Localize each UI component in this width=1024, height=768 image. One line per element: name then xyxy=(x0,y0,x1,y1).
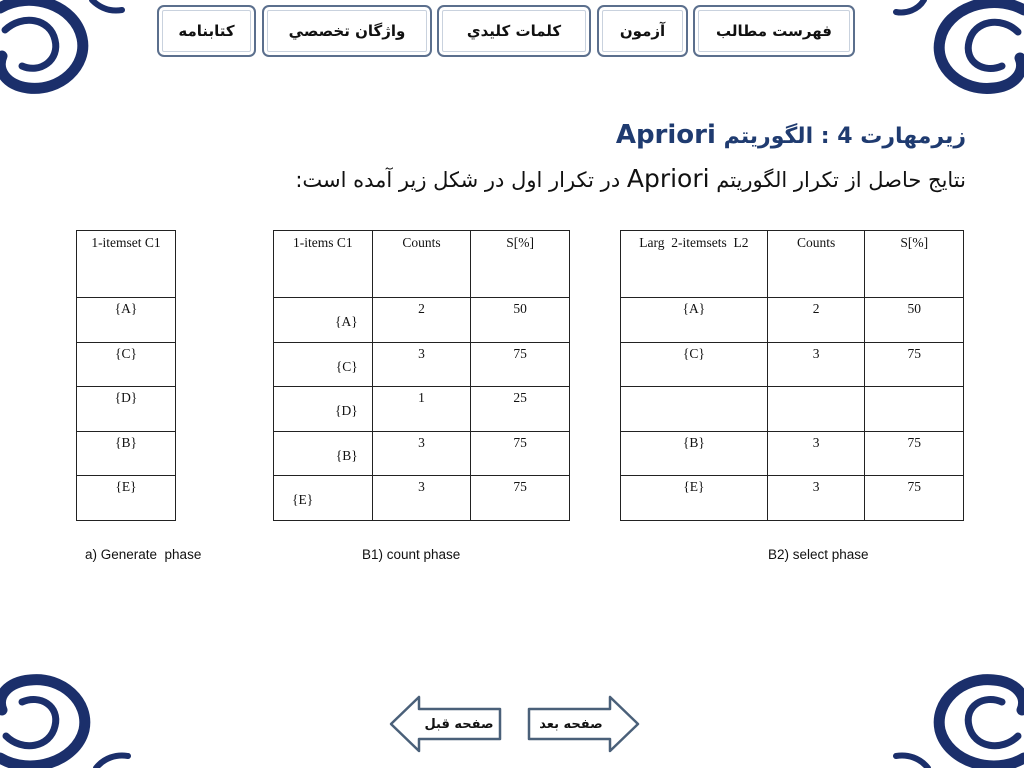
caption-generate-phase: a) Generate phase xyxy=(85,547,202,562)
nav-button-table-of-contents[interactable]: فهرست مطالب xyxy=(693,5,855,57)
table-row xyxy=(77,387,176,432)
item-cell: {D} xyxy=(77,387,176,432)
intro-part1: نتایج حاصل از تکرار الگوریتم xyxy=(709,168,966,192)
intro-part2: در تکرار اول در شکل زیر آمده است: xyxy=(295,168,627,192)
item-text: {C} xyxy=(335,358,358,374)
table-row xyxy=(77,476,176,521)
count-cell: 2 xyxy=(767,298,865,343)
item-cell xyxy=(274,387,373,432)
header-cell: 1-itemset C1 xyxy=(77,231,176,298)
table-row xyxy=(621,298,964,343)
item-cell xyxy=(274,298,373,343)
table-header-row xyxy=(77,231,176,298)
item-cell xyxy=(274,342,373,387)
count-cell: 2 xyxy=(372,298,471,343)
item-cell: {E} xyxy=(77,476,176,521)
page-title xyxy=(616,120,966,150)
count-cell xyxy=(767,387,865,432)
table-header-row xyxy=(621,231,964,298)
table-row xyxy=(621,342,964,387)
support-cell: 75 xyxy=(471,476,570,521)
support-cell: 75 xyxy=(865,476,964,521)
next-page-label: صفحه بعد xyxy=(539,716,603,732)
corner-ornament-bottom-right xyxy=(884,668,1024,768)
table-row xyxy=(621,431,964,476)
select-table xyxy=(620,230,964,521)
table-row xyxy=(274,298,570,343)
table-row xyxy=(77,431,176,476)
table-row xyxy=(274,476,570,521)
support-cell: 50 xyxy=(865,298,964,343)
count-cell: 3 xyxy=(372,342,471,387)
caption-select-phase: B2) select phase xyxy=(768,547,869,562)
support-cell: 25 xyxy=(471,387,570,432)
caption-count-phase: B1) count phase xyxy=(362,547,461,562)
previous-page-label: صفحه قبل xyxy=(424,716,494,732)
item-cell: {E} xyxy=(621,476,768,521)
generate-table xyxy=(76,230,176,521)
count-cell: 3 xyxy=(372,431,471,476)
support-cell xyxy=(865,387,964,432)
table-row xyxy=(274,342,570,387)
corner-ornament-top-right xyxy=(884,0,1024,100)
count-table xyxy=(273,230,570,521)
nav-button-bibliography[interactable]: کتابنامه xyxy=(157,5,256,57)
header-cell-itemsets: Larg 2-itemsets L2 xyxy=(621,231,768,298)
nav-button-glossary[interactable]: واژگان تخصصي xyxy=(262,5,432,57)
item-cell xyxy=(274,476,373,521)
item-cell xyxy=(621,387,768,432)
table-row xyxy=(77,342,176,387)
table-row xyxy=(274,387,570,432)
item-text: {D} xyxy=(334,403,358,418)
support-cell: 75 xyxy=(471,342,570,387)
previous-page-button[interactable] xyxy=(389,695,503,753)
corner-ornament-bottom-left xyxy=(0,668,140,768)
table-row xyxy=(621,476,964,521)
support-cell: 75 xyxy=(471,431,570,476)
item-cell: {A} xyxy=(621,298,768,343)
nav-button-quiz[interactable]: آزمون xyxy=(597,5,688,57)
table-row xyxy=(77,298,176,343)
header-cell-counts: Counts xyxy=(767,231,865,298)
title-prefix: زیرمهارت 4 : الگوریتم xyxy=(715,124,966,149)
item-cell xyxy=(274,431,373,476)
count-cell: 3 xyxy=(372,476,471,521)
intro-algo: Apriori xyxy=(626,164,710,193)
support-cell: 75 xyxy=(865,342,964,387)
intro-text xyxy=(295,164,966,193)
item-text: {A} xyxy=(334,314,358,329)
title-algo: Apriori xyxy=(615,120,716,150)
item-text: {B} xyxy=(335,447,358,463)
header-cell-support: S[%] xyxy=(471,231,570,298)
count-cell: 3 xyxy=(767,342,865,387)
corner-ornament-top-left xyxy=(0,0,130,100)
header-cell-counts: Counts xyxy=(372,231,471,298)
count-cell: 3 xyxy=(767,431,865,476)
table-row xyxy=(621,387,964,432)
support-cell: 50 xyxy=(471,298,570,343)
item-cell: {B} xyxy=(621,431,768,476)
count-cell: 3 xyxy=(767,476,865,521)
item-cell: {C} xyxy=(77,342,176,387)
item-cell: {B} xyxy=(77,431,176,476)
table-row xyxy=(274,431,570,476)
count-cell: 1 xyxy=(372,387,471,432)
next-page-button[interactable] xyxy=(526,695,640,753)
item-cell: {A} xyxy=(77,298,176,343)
header-cell-items: 1-items C1 xyxy=(274,231,373,298)
header-cell-support: S[%] xyxy=(865,231,964,298)
item-cell: {C} xyxy=(621,342,768,387)
item-text: {E} xyxy=(292,492,314,507)
table-header-row xyxy=(274,231,570,298)
nav-button-keywords[interactable]: كلمات كليدي xyxy=(437,5,591,57)
support-cell: 75 xyxy=(865,431,964,476)
